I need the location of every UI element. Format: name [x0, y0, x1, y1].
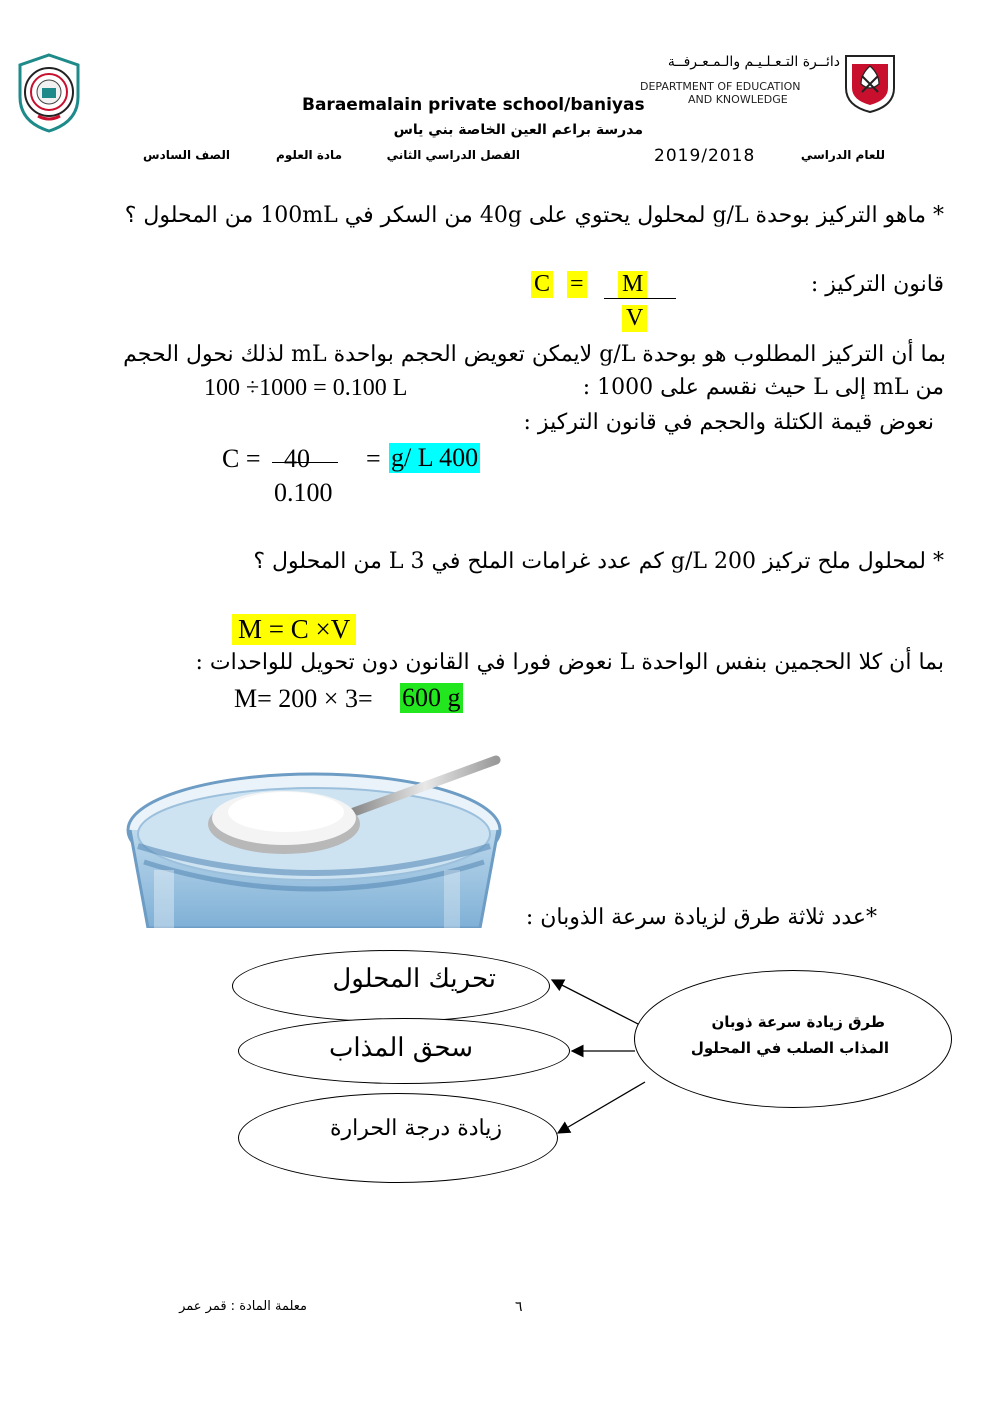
volume-conversion: 100 ÷1000 = 0.100 L: [204, 375, 408, 401]
calc-denominator: 0.100: [274, 478, 333, 507]
grade: الصف السادس: [143, 148, 230, 162]
q2-explanation: بما أن كلا الحجمين بنفس الواحدة L نعوض فورا في القانون دون تحويل للواحدات :: [195, 650, 944, 675]
arrow-to-way-1: [552, 980, 640, 1025]
question-2: * لمحلول ملح تركيز 200 g/L كم عدد غرامات الملح في 3 L من المحلول ؟: [253, 549, 944, 574]
year-label: للعام الدراسي: [800, 148, 885, 162]
substitute-line: نعوض قيمة الكتلة والحجم في قانون التركيز :: [523, 410, 934, 435]
mass-result: 600 g: [402, 683, 461, 712]
mass-calculation: M= 200 × 3=: [234, 684, 373, 713]
center-text-1: طرق زيادة سرعة ذوبان: [711, 1013, 885, 1031]
term: الفصل الدراسي الثاني: [386, 148, 520, 162]
explanation-line-2: من mL إلى L حيث نقسم على 1000 :: [582, 375, 944, 400]
way-2: سحق المذاب: [328, 1033, 473, 1063]
subject: مادة العلوم: [276, 148, 342, 162]
teacher-name: معلمة المادة : قمر عمر: [179, 1299, 307, 1314]
law-volume: V: [622, 305, 647, 332]
center-text-2: المذاب الصلب في المحلول: [690, 1039, 889, 1057]
law-c: C: [531, 271, 553, 298]
question-1: * ماهو التركيز بوحدة g/L لمحلول يحتوي على 40g من السكر في 100mL من المحلول ؟: [124, 203, 944, 228]
dept-name-en-2: AND KNOWLEDGE: [688, 93, 788, 106]
law-label: قانون التركيز :: [810, 272, 944, 297]
school-name-ar: مدرسة براعم العين الخاصة بني ياس: [393, 122, 643, 138]
calc-numerator: 40: [284, 444, 310, 473]
school-name-en: Baraemalain private school/baniyas: [302, 95, 645, 115]
mass-formula: M = C ×V: [232, 614, 356, 645]
way-1: تحريك المحلول: [332, 964, 496, 994]
arrow-to-way-3: [558, 1082, 645, 1133]
page-number: ٦: [515, 1299, 523, 1315]
dept-name-en-1: DEPARTMENT OF EDUCATION: [640, 80, 801, 93]
calc-c: C =: [222, 444, 261, 473]
question-3: *عدد ثلاثة طرق لزيادة سرعة الذوبان :: [525, 905, 877, 930]
explanation-line-1: بما أن التركيز المطلوب هو بوحدة g/L لايمكن تعويض الحجم بواحدة mL لذلك نحول الحجم: [123, 342, 946, 367]
calc-result: g/ L 400: [391, 443, 479, 472]
law-mass: M: [618, 271, 647, 298]
year-value: 2019/2018: [654, 146, 756, 166]
dept-name-ar: دائــرة التـعـلـيـم والـمـعـرفــة: [667, 54, 840, 70]
law-equals: =: [567, 271, 587, 298]
way-3: زيادة درجة الحرارة: [330, 1116, 502, 1141]
calc-equals: =: [366, 444, 381, 473]
